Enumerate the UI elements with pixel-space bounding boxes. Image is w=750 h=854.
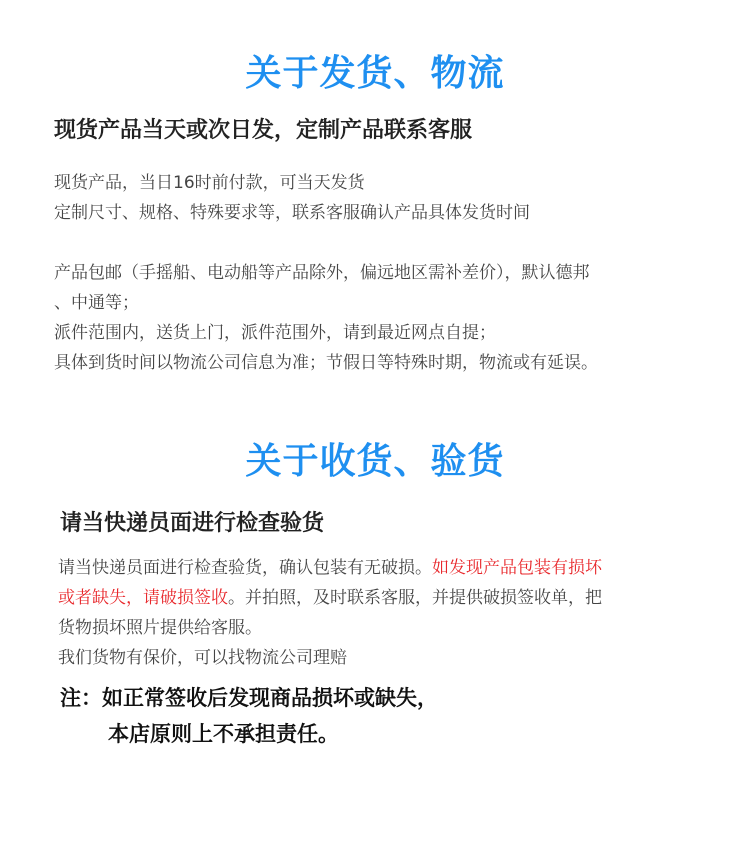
- shipping-line-1: 现货产品，当日16时前付款，可当天发货: [54, 173, 365, 193]
- logistics-info-paragraph: [54, 258, 704, 378]
- shipping-line-2: 定制尺寸、规格、特殊要求等，联系客服确认产品具体发货时间: [54, 203, 530, 223]
- logistics-line-4: 具体到货时间以物流公司信息为准；节假日等特殊时期，物流或有延误。: [54, 353, 598, 373]
- receiving-line-4: 我们货物有保价，可以找物流公司理赔: [58, 648, 347, 668]
- disclaimer-note: [60, 680, 438, 752]
- logistics-line-3: 派件范围内，送货上门，派件范围外，请到最近网点自提；: [54, 323, 496, 343]
- receiving-line-2-normal: 。并拍照，及时联系客服，并提供破损签收单，把: [228, 588, 602, 608]
- shipping-info-paragraph: [54, 168, 704, 228]
- receiving-subtitle: 请当快递员面进行检查验货: [60, 511, 325, 536]
- logistics-line-2: 、中通等；: [54, 293, 139, 313]
- section-title-shipping: 关于发货、物流: [245, 53, 505, 94]
- receiving-line-3: 货物损坏照片提供给客服。: [58, 618, 262, 638]
- receiving-line-2-warning: 或者缺失，请破损签收: [58, 588, 228, 608]
- receiving-line-2: [58, 583, 708, 613]
- receiving-info-paragraph: [58, 553, 708, 673]
- logistics-line-1: 产品包邮（手摇船、电动船等产品除外，偏远地区需补差价），默认德邦: [54, 263, 590, 283]
- note-line-2: [60, 716, 438, 752]
- receiving-line-1: [58, 553, 708, 583]
- note-line-1: 注：如正常签收后发现商品损坏或缺失，: [60, 686, 438, 710]
- note-line-2-text: 本店原则上不承担责任。: [108, 722, 339, 746]
- receiving-line-1-warning: 如发现产品包装有损坏: [432, 558, 602, 578]
- receiving-line-1-normal: 请当快递员面进行检查验货，确认包装有无破损。: [58, 558, 432, 578]
- shipping-subtitle: 现货产品当天或次日发，定制产品联系客服: [54, 118, 473, 143]
- section-title-receiving: 关于收货、验货: [245, 441, 505, 482]
